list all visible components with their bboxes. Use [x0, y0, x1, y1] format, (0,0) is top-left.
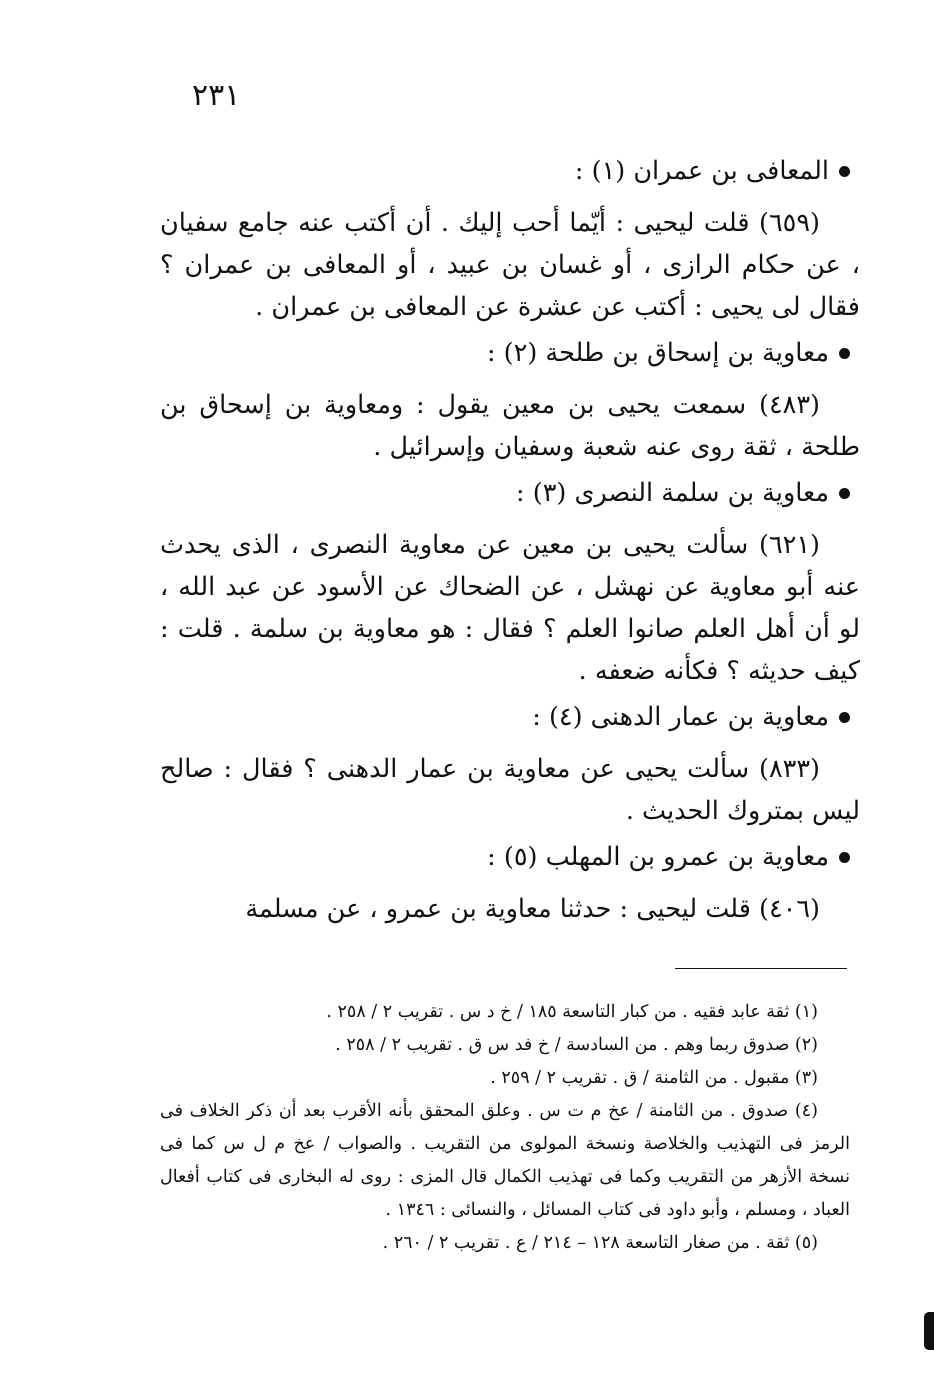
footnotes	[160, 996, 850, 1260]
narrator-heading-text: معاوية بن عمار الدهنى (٤) :	[532, 702, 829, 732]
bullet-icon	[839, 712, 850, 723]
narrator-heading	[160, 150, 860, 192]
bullet-icon	[839, 488, 850, 499]
narrator-heading-text: المعافى بن عمران (١) :	[574, 156, 829, 186]
footnote: (١) ثقة عابد فقيه . من كبار التاسعة ١٨٥ / خ د س . تقريب ٢ / ٢٥٨ .	[326, 1002, 818, 1022]
footnote: (٥) ثقة . من صغار التاسعة ١٢٨ – ٢١٤ / ع . تقريب ٢ / ٢٦٠ .	[382, 1233, 818, 1253]
footnote: (٢) صدوق ربما وهم . من السادسة / خ فد س ق . تقريب ٢ / ٢٥٨ .	[335, 1035, 818, 1055]
bullet-icon	[839, 166, 850, 177]
footnote-divider	[675, 968, 847, 969]
narrator-heading-text: معاوية بن إسحاق بن طلحة (٢) :	[486, 338, 829, 368]
footnote: (٤) صدوق . من الثامنة / عخ م ت س . وعلق المحقق بأنه الأقرب بعد أن ذكر الخلاف فى الرمز فى التهذيب والخلاصة ونسخة المولوى من التقريب . والصواب / عخ م ل س كما فى نسخة الأزهر من التقريب وكما فى تهذيب الكمال قال المزى : روى له البخارى فى كتاب أفعال العباد ، ومسلم ، وأبو داود فى كتاب المسائل ، والنسائى : ١٣٤٦ .	[160, 1101, 850, 1220]
narrator-heading	[160, 836, 860, 878]
narrator-heading-text: معاوية بن سلمة النصرى (٣) :	[516, 478, 829, 508]
entry-paragraph: (٤٠٦) قلت ليحيى : حدثنا معاوية بن عمرو ، عن مسلمة	[245, 894, 820, 924]
bullet-icon	[839, 348, 850, 359]
entry-paragraph: (٤٨٣) سمعت يحيى بن معين يقول : ومعاوية بن إسحاق بن طلحة ، ثقة روى عنه شعبة وسفيان وإسرائيل .	[160, 390, 860, 462]
entry-paragraph: (٨٣٣) سألت يحيى عن معاوية بن عمار الدهنى ؟ فقال : صالح ليس بمتروك الحديث .	[160, 754, 860, 826]
narrator-heading	[160, 472, 860, 514]
entry-paragraph: (٦٢١) سألت يحيى بن معين عن معاوية النصرى ، الذى يحدث عنه أبو معاوية عن نهشل ، عن الضحاك عن الأسود عن عبد الله ، لو أن أهل العلم صانوا العلم ؟ فقال : هو معاوية بن سلمة . قلت : كيف حديثه ؟ فكأنه ضعفه .	[160, 530, 860, 686]
scan-edge-mark	[924, 1312, 934, 1350]
narrator-heading	[160, 332, 860, 374]
footnote: (٣) مقبول . من الثامنة / ق . تقريب ٢ / ٢٥٩ .	[490, 1068, 818, 1088]
narrator-heading	[160, 696, 860, 738]
main-text	[160, 150, 860, 934]
bullet-icon	[839, 852, 850, 863]
page-number: ٢٣١	[192, 78, 241, 113]
narrator-heading-text: معاوية بن عمرو بن المهلب (٥) :	[487, 842, 829, 872]
entry-paragraph: (٦٥٩) قلت ليحيى : أيّما أحب إليك . أن أكتب عنه جامع سفيان ، عن حكام الرازى ، أو غسان بن عبيد ، أو المعافى بن عمران ؟ فقال لى يحيى : أكتب عن عشرة عن المعافى بن عمران .	[160, 208, 860, 322]
